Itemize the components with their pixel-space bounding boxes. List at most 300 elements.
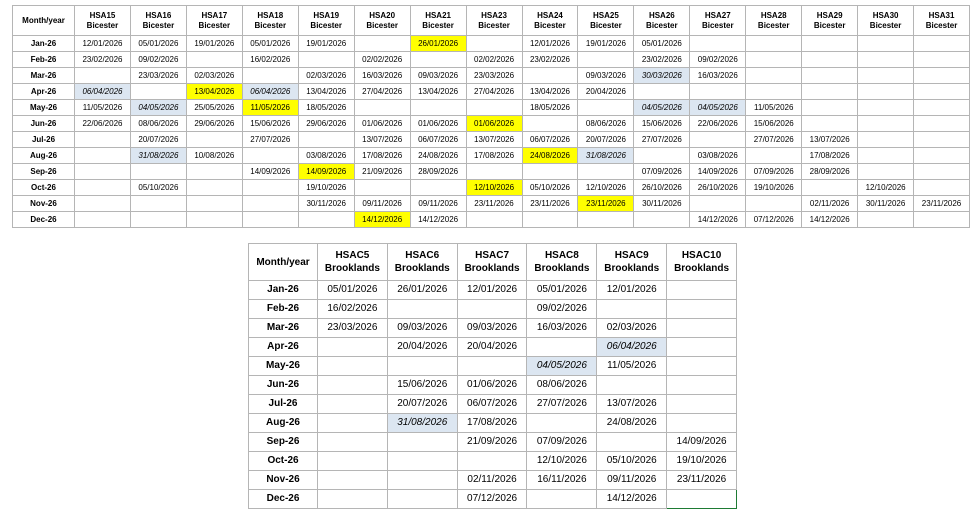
date-cell[interactable]: 14/12/2026 xyxy=(802,212,858,228)
date-cell[interactable]: 24/08/2026 xyxy=(522,148,578,164)
bicester-column-header xyxy=(690,6,746,36)
date-cell[interactable]: 09/02/2026 xyxy=(130,52,186,68)
date-cell[interactable] xyxy=(802,100,858,116)
date-cell[interactable]: 20/07/2026 xyxy=(578,132,634,148)
date-cell[interactable] xyxy=(858,212,914,228)
date-cell[interactable] xyxy=(387,490,457,509)
date-cell[interactable]: 12/10/2026 xyxy=(527,452,597,471)
date-cell[interactable] xyxy=(914,212,970,228)
date-cell[interactable] xyxy=(690,36,746,52)
date-cell[interactable] xyxy=(242,68,298,84)
date-cell[interactable]: 07/09/2026 xyxy=(634,164,690,180)
date-cell[interactable]: 27/07/2026 xyxy=(746,132,802,148)
date-cell[interactable]: 20/04/2026 xyxy=(578,84,634,100)
date-cell[interactable] xyxy=(914,84,970,100)
date-cell[interactable]: 20/04/2026 xyxy=(387,338,457,357)
date-cell[interactable]: 19/01/2026 xyxy=(186,36,242,52)
date-cell[interactable]: 18/05/2026 xyxy=(298,100,354,116)
date-cell[interactable]: 04/05/2026 xyxy=(690,100,746,116)
date-cell[interactable]: 12/01/2026 xyxy=(75,36,131,52)
date-cell[interactable] xyxy=(466,100,522,116)
table-row xyxy=(13,180,970,196)
date-cell[interactable] xyxy=(457,300,527,319)
date-cell[interactable]: 05/01/2026 xyxy=(634,36,690,52)
date-cell[interactable] xyxy=(746,68,802,84)
date-cell[interactable] xyxy=(597,433,667,452)
date-cell[interactable]: 24/08/2026 xyxy=(410,148,466,164)
date-cell[interactable]: 09/03/2026 xyxy=(457,319,527,338)
bicester-header-row xyxy=(13,6,970,36)
date-cell[interactable]: 13/04/2026 xyxy=(522,84,578,100)
date-cell[interactable]: 11/05/2026 xyxy=(746,100,802,116)
date-cell[interactable]: 05/01/2026 xyxy=(527,281,597,300)
date-cell[interactable]: 13/07/2026 xyxy=(354,132,410,148)
date-cell[interactable] xyxy=(130,196,186,212)
date-cell[interactable] xyxy=(858,116,914,132)
date-cell[interactable] xyxy=(527,490,597,509)
column-site: Bicester xyxy=(422,20,454,30)
date-cell[interactable]: 09/03/2026 xyxy=(387,319,457,338)
date-cell[interactable] xyxy=(667,338,737,357)
column-code: HSA17 xyxy=(201,10,228,20)
date-cell[interactable]: 08/06/2026 xyxy=(578,116,634,132)
date-cell[interactable]: 23/02/2026 xyxy=(75,52,131,68)
date-cell[interactable] xyxy=(457,357,527,376)
month-label: Jun-26 xyxy=(13,116,75,132)
date-cell[interactable]: 25/05/2026 xyxy=(186,100,242,116)
date-cell[interactable]: 03/08/2026 xyxy=(298,148,354,164)
date-cell[interactable]: 26/01/2026 xyxy=(410,36,466,52)
date-cell[interactable]: 13/04/2026 xyxy=(410,84,466,100)
date-cell[interactable]: 05/01/2026 xyxy=(242,36,298,52)
date-cell[interactable]: 31/08/2026 xyxy=(578,148,634,164)
date-cell[interactable] xyxy=(634,84,690,100)
date-cell[interactable]: 02/02/2026 xyxy=(354,52,410,68)
date-cell[interactable] xyxy=(466,212,522,228)
date-cell[interactable] xyxy=(242,196,298,212)
month-label: Nov-26 xyxy=(13,196,75,212)
date-cell[interactable]: 12/01/2026 xyxy=(457,281,527,300)
date-cell[interactable]: 09/03/2026 xyxy=(410,68,466,84)
date-cell[interactable] xyxy=(318,357,388,376)
column-code: HSA21 xyxy=(425,10,451,20)
date-cell[interactable] xyxy=(914,68,970,84)
date-cell[interactable] xyxy=(318,395,388,414)
date-cell[interactable] xyxy=(318,376,388,395)
date-cell[interactable]: 19/10/2026 xyxy=(298,180,354,196)
date-cell[interactable]: 02/02/2026 xyxy=(466,52,522,68)
date-cell[interactable]: 30/03/2026 xyxy=(634,68,690,84)
date-cell[interactable] xyxy=(746,196,802,212)
month-label: Apr-26 xyxy=(249,338,318,357)
date-cell[interactable] xyxy=(597,300,667,319)
date-cell[interactable]: 06/07/2026 xyxy=(457,395,527,414)
date-cell[interactable]: 09/02/2026 xyxy=(527,300,597,319)
date-cell[interactable]: 23/11/2026 xyxy=(522,196,578,212)
date-cell[interactable]: 09/11/2026 xyxy=(597,471,667,490)
date-cell[interactable] xyxy=(130,164,186,180)
date-cell[interactable]: 09/03/2026 xyxy=(578,68,634,84)
date-cell[interactable] xyxy=(186,180,242,196)
date-cell[interactable] xyxy=(858,68,914,84)
date-cell[interactable] xyxy=(746,52,802,68)
date-cell[interactable] xyxy=(667,357,737,376)
date-cell[interactable]: 15/06/2026 xyxy=(387,376,457,395)
date-cell[interactable]: 21/09/2026 xyxy=(354,164,410,180)
date-cell[interactable] xyxy=(242,212,298,228)
date-cell[interactable]: 14/09/2026 xyxy=(242,164,298,180)
date-cell[interactable] xyxy=(466,36,522,52)
date-cell[interactable]: 06/04/2026 xyxy=(242,84,298,100)
date-cell[interactable]: 19/10/2026 xyxy=(667,452,737,471)
date-cell[interactable] xyxy=(387,433,457,452)
date-cell[interactable] xyxy=(318,414,388,433)
date-cell[interactable]: 11/05/2026 xyxy=(242,100,298,116)
date-cell[interactable] xyxy=(522,116,578,132)
date-cell[interactable]: 13/07/2026 xyxy=(802,132,858,148)
date-cell[interactable]: 28/09/2026 xyxy=(410,164,466,180)
date-cell[interactable] xyxy=(298,52,354,68)
date-cell[interactable]: 05/01/2026 xyxy=(130,36,186,52)
date-cell[interactable]: 31/08/2026 xyxy=(387,414,457,433)
date-cell[interactable] xyxy=(578,164,634,180)
date-cell[interactable] xyxy=(802,68,858,84)
column-site: Bicester xyxy=(757,20,790,30)
date-cell[interactable]: 23/11/2026 xyxy=(914,196,970,212)
date-cell[interactable] xyxy=(667,414,737,433)
date-cell[interactable] xyxy=(522,68,578,84)
date-cell[interactable] xyxy=(802,116,858,132)
date-cell[interactable] xyxy=(634,148,690,164)
date-cell[interactable] xyxy=(522,212,578,228)
date-cell[interactable]: 08/06/2026 xyxy=(130,116,186,132)
date-cell[interactable]: 20/07/2026 xyxy=(387,395,457,414)
table-row xyxy=(13,68,970,84)
date-cell[interactable]: 16/11/2026 xyxy=(527,471,597,490)
date-cell[interactable] xyxy=(75,212,131,228)
table-row xyxy=(249,357,737,376)
date-cell[interactable] xyxy=(186,164,242,180)
date-cell[interactable] xyxy=(634,212,690,228)
date-cell[interactable]: 22/06/2026 xyxy=(690,116,746,132)
date-cell[interactable]: 01/06/2026 xyxy=(354,116,410,132)
date-cell[interactable]: 30/11/2026 xyxy=(298,196,354,212)
date-cell[interactable] xyxy=(387,452,457,471)
date-cell[interactable]: 27/07/2026 xyxy=(527,395,597,414)
date-cell[interactable]: 01/06/2026 xyxy=(466,116,522,132)
date-cell[interactable]: 13/04/2026 xyxy=(186,84,242,100)
date-cell[interactable]: 14/09/2026 xyxy=(690,164,746,180)
date-cell[interactable]: 17/08/2026 xyxy=(466,148,522,164)
date-cell[interactable]: 29/06/2026 xyxy=(186,116,242,132)
date-cell[interactable]: 01/06/2026 xyxy=(457,376,527,395)
date-cell[interactable]: 19/01/2026 xyxy=(298,36,354,52)
date-cell[interactable]: 07/09/2026 xyxy=(746,164,802,180)
date-cell[interactable]: 02/03/2026 xyxy=(298,68,354,84)
date-cell[interactable]: 23/03/2026 xyxy=(318,319,388,338)
date-cell[interactable] xyxy=(667,395,737,414)
date-cell[interactable]: 17/08/2026 xyxy=(457,414,527,433)
column-code: HSAC6 xyxy=(405,250,440,261)
date-cell[interactable] xyxy=(914,148,970,164)
brooklands-body xyxy=(249,281,737,509)
date-cell[interactable]: 07/12/2026 xyxy=(746,212,802,228)
date-cell[interactable] xyxy=(858,148,914,164)
date-cell[interactable]: 27/04/2026 xyxy=(466,84,522,100)
date-cell[interactable]: 12/01/2026 xyxy=(522,36,578,52)
date-cell[interactable] xyxy=(802,52,858,68)
date-cell[interactable] xyxy=(466,164,522,180)
date-cell[interactable] xyxy=(457,452,527,471)
date-cell[interactable]: 09/02/2026 xyxy=(690,52,746,68)
date-cell[interactable]: 12/10/2026 xyxy=(858,180,914,196)
bicester-column-header xyxy=(354,6,410,36)
date-cell[interactable] xyxy=(318,338,388,357)
date-cell[interactable] xyxy=(914,52,970,68)
date-cell[interactable] xyxy=(387,357,457,376)
date-cell[interactable]: 08/06/2026 xyxy=(527,376,597,395)
date-cell[interactable]: 17/08/2026 xyxy=(802,148,858,164)
date-cell[interactable] xyxy=(914,180,970,196)
date-cell[interactable] xyxy=(578,212,634,228)
date-cell[interactable]: 04/05/2026 xyxy=(634,100,690,116)
date-cell[interactable]: 14/12/2026 xyxy=(410,212,466,228)
date-cell[interactable]: 31/08/2026 xyxy=(130,148,186,164)
date-cell[interactable] xyxy=(318,433,388,452)
date-cell[interactable]: 29/06/2026 xyxy=(298,116,354,132)
column-site: Bicester xyxy=(590,20,622,30)
date-cell[interactable] xyxy=(667,490,737,509)
date-cell[interactable]: 13/07/2026 xyxy=(466,132,522,148)
date-cell[interactable]: 15/06/2026 xyxy=(634,116,690,132)
column-code: HSA29 xyxy=(816,10,843,20)
date-cell[interactable] xyxy=(186,196,242,212)
date-cell[interactable] xyxy=(746,148,802,164)
date-cell[interactable] xyxy=(597,376,667,395)
date-cell[interactable] xyxy=(387,471,457,490)
date-cell[interactable] xyxy=(858,84,914,100)
date-cell[interactable] xyxy=(354,180,410,196)
date-cell[interactable]: 07/12/2026 xyxy=(457,490,527,509)
date-cell[interactable] xyxy=(387,300,457,319)
date-cell[interactable] xyxy=(746,84,802,100)
column-site: Brooklands xyxy=(604,263,660,274)
date-cell[interactable]: 23/11/2026 xyxy=(578,196,634,212)
date-cell[interactable]: 18/05/2026 xyxy=(522,100,578,116)
date-cell[interactable] xyxy=(914,100,970,116)
date-cell[interactable]: 20/07/2026 xyxy=(130,132,186,148)
date-cell[interactable]: 05/10/2026 xyxy=(597,452,667,471)
date-cell[interactable]: 12/10/2026 xyxy=(466,180,522,196)
date-cell[interactable]: 23/03/2026 xyxy=(466,68,522,84)
bicester-column-header xyxy=(186,6,242,36)
date-cell[interactable] xyxy=(186,212,242,228)
date-cell[interactable]: 09/11/2026 xyxy=(410,196,466,212)
date-cell[interactable] xyxy=(522,164,578,180)
date-cell[interactable]: 23/02/2026 xyxy=(522,52,578,68)
date-cell[interactable]: 03/08/2026 xyxy=(690,148,746,164)
date-cell[interactable]: 05/10/2026 xyxy=(130,180,186,196)
date-cell[interactable]: 13/07/2026 xyxy=(597,395,667,414)
date-cell[interactable] xyxy=(914,36,970,52)
date-cell[interactable] xyxy=(858,132,914,148)
date-cell[interactable]: 02/03/2026 xyxy=(186,68,242,84)
date-cell[interactable]: 11/05/2026 xyxy=(597,357,667,376)
date-cell[interactable] xyxy=(75,68,131,84)
date-cell[interactable] xyxy=(667,281,737,300)
date-cell[interactable] xyxy=(802,84,858,100)
date-cell[interactable]: 24/08/2026 xyxy=(597,414,667,433)
date-cell[interactable]: 02/11/2026 xyxy=(457,471,527,490)
date-cell[interactable] xyxy=(410,100,466,116)
date-cell[interactable]: 10/08/2026 xyxy=(186,148,242,164)
date-cell[interactable]: 13/04/2026 xyxy=(298,84,354,100)
date-cell[interactable]: 17/08/2026 xyxy=(354,148,410,164)
date-cell[interactable]: 02/03/2026 xyxy=(597,319,667,338)
date-cell[interactable]: 06/07/2026 xyxy=(410,132,466,148)
date-cell[interactable] xyxy=(318,452,388,471)
column-code: HSA20 xyxy=(369,10,396,20)
date-cell[interactable] xyxy=(318,490,388,509)
date-cell[interactable] xyxy=(690,196,746,212)
date-cell[interactable]: 05/10/2026 xyxy=(522,180,578,196)
date-cell[interactable]: 14/12/2026 xyxy=(354,212,410,228)
date-cell[interactable]: 16/03/2026 xyxy=(527,319,597,338)
date-cell[interactable]: 26/01/2026 xyxy=(387,281,457,300)
brooklands-column-header xyxy=(387,244,457,281)
date-cell[interactable]: 23/11/2026 xyxy=(466,196,522,212)
date-cell[interactable]: 02/11/2026 xyxy=(802,196,858,212)
month-label: Mar-26 xyxy=(13,68,75,84)
date-cell[interactable]: 15/06/2026 xyxy=(242,116,298,132)
date-cell[interactable] xyxy=(298,212,354,228)
date-cell[interactable]: 16/03/2026 xyxy=(354,68,410,84)
table-row xyxy=(249,319,737,338)
date-cell[interactable] xyxy=(914,164,970,180)
date-cell[interactable]: 07/09/2026 xyxy=(527,433,597,452)
date-cell[interactable] xyxy=(578,100,634,116)
date-cell[interactable]: 19/01/2026 xyxy=(578,36,634,52)
date-cell[interactable]: 27/07/2026 xyxy=(634,132,690,148)
month-label: Apr-26 xyxy=(13,84,75,100)
date-cell[interactable]: 15/06/2026 xyxy=(746,116,802,132)
date-cell[interactable]: 20/04/2026 xyxy=(457,338,527,357)
date-cell[interactable] xyxy=(858,52,914,68)
date-cell[interactable]: 28/09/2026 xyxy=(802,164,858,180)
date-cell[interactable]: 16/03/2026 xyxy=(690,68,746,84)
date-cell[interactable]: 14/12/2026 xyxy=(690,212,746,228)
date-cell[interactable] xyxy=(410,52,466,68)
date-cell[interactable] xyxy=(75,164,131,180)
table-row xyxy=(13,148,970,164)
table-row xyxy=(13,116,970,132)
date-cell[interactable]: 04/05/2026 xyxy=(527,357,597,376)
date-cell[interactable]: 23/02/2026 xyxy=(634,52,690,68)
date-cell[interactable] xyxy=(802,36,858,52)
date-cell[interactable]: 16/02/2026 xyxy=(318,300,388,319)
column-site: Brooklands xyxy=(464,263,520,274)
date-cell[interactable] xyxy=(746,36,802,52)
date-cell[interactable]: 09/11/2026 xyxy=(354,196,410,212)
date-cell[interactable]: 27/07/2026 xyxy=(242,132,298,148)
date-cell[interactable] xyxy=(667,300,737,319)
date-cell[interactable] xyxy=(914,132,970,148)
date-cell[interactable] xyxy=(186,52,242,68)
date-cell[interactable]: 06/04/2026 xyxy=(597,338,667,357)
date-cell[interactable] xyxy=(242,180,298,196)
date-cell[interactable] xyxy=(667,376,737,395)
date-cell[interactable]: 30/11/2026 xyxy=(858,196,914,212)
date-cell[interactable]: 14/09/2026 xyxy=(667,433,737,452)
date-cell[interactable] xyxy=(75,180,131,196)
date-cell[interactable] xyxy=(410,180,466,196)
date-cell[interactable]: 05/01/2026 xyxy=(318,281,388,300)
date-cell[interactable]: 30/11/2026 xyxy=(634,196,690,212)
date-cell[interactable] xyxy=(354,100,410,116)
date-cell[interactable] xyxy=(318,471,388,490)
date-cell[interactable] xyxy=(242,148,298,164)
date-cell[interactable] xyxy=(858,36,914,52)
date-cell[interactable] xyxy=(914,116,970,132)
date-cell[interactable]: 23/03/2026 xyxy=(130,68,186,84)
date-cell[interactable]: 12/10/2026 xyxy=(578,180,634,196)
date-cell[interactable]: 27/04/2026 xyxy=(354,84,410,100)
month-label: Jul-26 xyxy=(249,395,318,414)
bicester-column-header xyxy=(634,6,690,36)
date-cell[interactable]: 26/10/2026 xyxy=(634,180,690,196)
date-cell[interactable] xyxy=(75,196,131,212)
date-cell[interactable]: 19/10/2026 xyxy=(746,180,802,196)
date-cell[interactable]: 01/06/2026 xyxy=(410,116,466,132)
bicester-column-header xyxy=(242,6,298,36)
date-cell[interactable]: 06/04/2026 xyxy=(75,84,131,100)
date-cell[interactable] xyxy=(75,132,131,148)
month-label: May-26 xyxy=(249,357,318,376)
date-cell[interactable]: 04/05/2026 xyxy=(130,100,186,116)
date-cell[interactable] xyxy=(75,148,131,164)
date-cell[interactable] xyxy=(527,338,597,357)
date-cell[interactable]: 21/09/2026 xyxy=(457,433,527,452)
date-cell[interactable] xyxy=(690,132,746,148)
date-cell[interactable]: 16/02/2026 xyxy=(242,52,298,68)
date-cell[interactable] xyxy=(186,132,242,148)
date-cell[interactable]: 06/07/2026 xyxy=(522,132,578,148)
date-cell[interactable] xyxy=(667,319,737,338)
date-cell[interactable] xyxy=(298,132,354,148)
table-row xyxy=(249,376,737,395)
date-cell[interactable] xyxy=(354,36,410,52)
date-cell[interactable]: 12/01/2026 xyxy=(597,281,667,300)
column-code: HSA15 xyxy=(89,10,116,20)
date-cell[interactable]: 23/11/2026 xyxy=(667,471,737,490)
date-cell[interactable] xyxy=(858,164,914,180)
date-cell[interactable] xyxy=(527,414,597,433)
date-cell[interactable]: 14/12/2026 xyxy=(597,490,667,509)
month-label: Oct-26 xyxy=(249,452,318,471)
date-cell[interactable]: 14/09/2026 xyxy=(298,164,354,180)
date-cell[interactable] xyxy=(690,84,746,100)
date-cell[interactable] xyxy=(130,212,186,228)
date-cell[interactable]: 22/06/2026 xyxy=(75,116,131,132)
month-label: Feb-26 xyxy=(13,52,75,68)
date-cell[interactable] xyxy=(858,100,914,116)
date-cell[interactable] xyxy=(578,52,634,68)
date-cell[interactable] xyxy=(130,84,186,100)
date-cell[interactable] xyxy=(802,180,858,196)
date-cell[interactable]: 26/10/2026 xyxy=(690,180,746,196)
brooklands-schedule-table xyxy=(248,243,737,509)
date-cell[interactable]: 11/05/2026 xyxy=(75,100,131,116)
